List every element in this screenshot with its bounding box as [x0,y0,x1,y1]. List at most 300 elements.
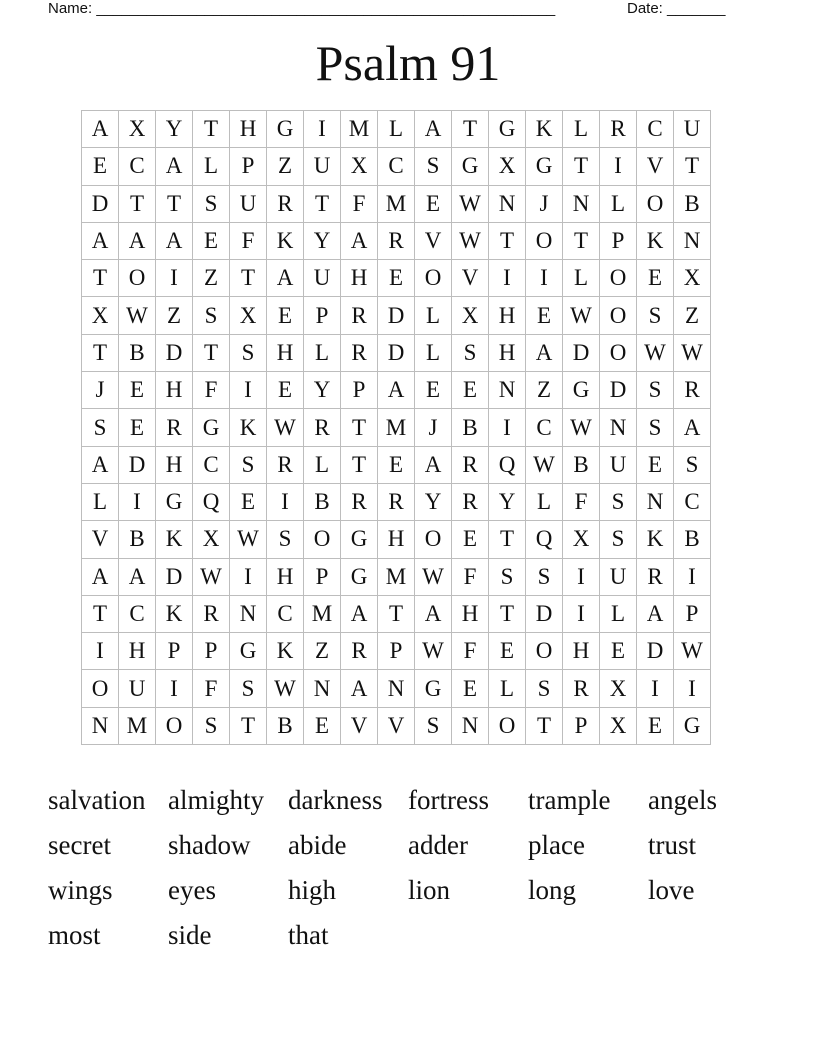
grid-cell: A [82,222,119,259]
grid-cell: M [378,558,415,595]
grid-cell: E [193,222,230,259]
grid-cell: X [82,297,119,334]
grid-row [82,595,711,632]
grid-cell: A [82,558,119,595]
grid-cell: E [452,372,489,409]
grid-cell: R [267,185,304,222]
grid-cell: D [526,595,563,632]
grid-cell: K [156,595,193,632]
grid-cell: X [674,260,711,297]
page-title: Psalm 91 [315,35,501,91]
grid-row [82,372,711,409]
grid-cell: S [415,707,452,744]
grid-cell: Z [193,260,230,297]
grid-row [82,558,711,595]
grid-cell: O [82,670,119,707]
grid-cell: A [415,446,452,483]
grid-cell: L [193,148,230,185]
grid-cell: S [526,558,563,595]
grid-cell: H [156,372,193,409]
grid-cell: T [563,222,600,259]
grid-cell: H [489,297,526,334]
grid-cell: U [119,670,156,707]
grid-cell: P [600,222,637,259]
grid-cell: E [82,148,119,185]
grid-cell: R [452,446,489,483]
grid-cell: S [415,148,452,185]
word-list-item: eyes [168,875,216,905]
grid-cell: T [674,148,711,185]
grid-cell: D [378,334,415,371]
grid-cell: M [119,707,156,744]
grid-cell: N [600,409,637,446]
grid-cell: A [119,558,156,595]
grid-cell: I [230,558,267,595]
grid-cell: E [415,372,452,409]
grid-cell: I [156,260,193,297]
grid-cell: R [674,372,711,409]
grid-cell: U [600,558,637,595]
grid-cell: R [378,483,415,520]
grid-cell: B [119,521,156,558]
grid-cell: S [600,483,637,520]
word-list-item: love [648,875,695,905]
grid-cell: T [304,185,341,222]
grid-cell: W [563,409,600,446]
grid-cell: H [452,595,489,632]
grid-cell: V [452,260,489,297]
grid-cell: H [230,111,267,148]
grid-cell: A [341,670,378,707]
grid-cell: M [378,185,415,222]
grid-cell: S [637,409,674,446]
grid-cell: W [415,633,452,670]
grid-cell: S [230,446,267,483]
grid-row [82,707,711,744]
grid-cell: E [637,707,674,744]
grid-cell: C [526,409,563,446]
grid-cell: E [119,409,156,446]
grid-cell: S [193,297,230,334]
grid-cell: M [341,111,378,148]
grid-cell: I [156,670,193,707]
grid-cell: K [637,521,674,558]
grid-cell: W [267,409,304,446]
grid-cell: T [82,334,119,371]
grid-cell: S [637,372,674,409]
grid-cell: E [415,185,452,222]
grid-cell: I [563,558,600,595]
grid-cell: C [267,595,304,632]
grid-cell: X [193,521,230,558]
grid-cell: B [674,521,711,558]
grid-cell: I [674,670,711,707]
grid-cell: I [489,409,526,446]
grid-cell: C [637,111,674,148]
grid-cell: X [563,521,600,558]
grid-cell: I [637,670,674,707]
grid-cell: E [267,372,304,409]
grid-cell: N [82,707,119,744]
grid-cell: N [637,483,674,520]
grid-cell: A [637,595,674,632]
grid-cell: Y [304,372,341,409]
grid-cell: D [156,334,193,371]
grid-cell: A [119,222,156,259]
grid-cell: A [82,111,119,148]
grid-cell: F [230,222,267,259]
grid-cell: A [415,595,452,632]
word-list-item: place [528,830,585,860]
grid-cell: B [304,483,341,520]
grid-cell: A [341,595,378,632]
grid-cell: W [267,670,304,707]
word-list-item: high [288,875,337,905]
grid-cell: D [600,372,637,409]
grid-cell: S [526,670,563,707]
grid-cell: A [156,148,193,185]
grid-row [82,521,711,558]
grid-cell: T [489,222,526,259]
word-list-item: abide [288,830,347,860]
grid-cell: T [82,595,119,632]
grid-cell: W [637,334,674,371]
grid-cell: E [267,297,304,334]
grid-cell: G [452,148,489,185]
grid-cell: Y [415,483,452,520]
grid-cell: O [489,707,526,744]
grid-cell: F [341,185,378,222]
word-list-item: darkness [288,785,383,815]
grid-cell: E [119,372,156,409]
grid-cell: X [119,111,156,148]
grid-cell: X [600,670,637,707]
grid-cell: K [230,409,267,446]
grid-cell: Q [526,521,563,558]
grid-cell: Z [526,372,563,409]
grid-cell: F [563,483,600,520]
grid-cell: T [489,595,526,632]
grid-cell: J [526,185,563,222]
grid-cell: C [378,148,415,185]
word-list-item: that [288,920,329,950]
grid-cell: N [378,670,415,707]
grid-cell: X [600,707,637,744]
grid-cell: X [230,297,267,334]
grid-cell: U [230,185,267,222]
grid-cell: S [230,670,267,707]
grid-cell: I [267,483,304,520]
grid-cell: O [637,185,674,222]
grid-cell: E [452,670,489,707]
grid-cell: I [526,260,563,297]
grid-cell: W [193,558,230,595]
grid-cell: U [304,260,341,297]
grid-cell: L [82,483,119,520]
grid-row [82,670,711,707]
grid-cell: T [82,260,119,297]
grid-cell: B [452,409,489,446]
grid-cell: K [526,111,563,148]
grid-cell: H [267,558,304,595]
grid-cell: R [341,297,378,334]
grid-cell: E [600,633,637,670]
grid-cell: H [341,260,378,297]
grid-cell: U [600,446,637,483]
grid-cell: R [341,483,378,520]
grid-cell: N [674,222,711,259]
name-field-label: Name: _______________________________________________________ [48,0,556,17]
grid-cell: M [304,595,341,632]
grid-cell: L [378,111,415,148]
grid-cell: G [230,633,267,670]
grid-cell: G [489,111,526,148]
grid-cell: O [156,707,193,744]
word-list [48,778,768,958]
grid-cell: R [304,409,341,446]
grid-cell: N [230,595,267,632]
grid-row [82,633,711,670]
grid-cell: T [193,334,230,371]
word-list-item: adder [408,830,468,860]
grid-cell: K [267,222,304,259]
grid-cell: S [489,558,526,595]
grid-cell: P [674,595,711,632]
grid-cell: I [600,148,637,185]
grid-cell: F [193,372,230,409]
grid-cell: G [415,670,452,707]
grid-cell: Y [489,483,526,520]
grid-row [82,111,711,148]
grid-cell: T [489,521,526,558]
grid-cell: G [341,521,378,558]
grid-cell: V [415,222,452,259]
grid-cell: A [267,260,304,297]
grid-row [82,260,711,297]
grid-cell: C [119,148,156,185]
word-list-item: salvation [48,785,146,815]
grid-row [82,222,711,259]
grid-cell: H [156,446,193,483]
grid-cell: Y [156,111,193,148]
grid-cell: T [119,185,156,222]
grid-cell: O [119,260,156,297]
grid-cell: I [304,111,341,148]
grid-cell: H [267,334,304,371]
grid-cell: T [526,707,563,744]
grid-cell: G [341,558,378,595]
grid-cell: P [156,633,193,670]
word-search-grid [81,110,711,745]
grid-cell: E [452,521,489,558]
word-list-item: secret [48,830,111,860]
grid-cell: D [378,297,415,334]
grid-cell: N [304,670,341,707]
grid-cell: O [415,521,452,558]
grid-cell: L [600,595,637,632]
grid-cell: A [82,446,119,483]
grid-cell: O [526,222,563,259]
grid-cell: I [489,260,526,297]
grid-cell: L [563,260,600,297]
grid-cell: N [489,185,526,222]
grid-cell: L [304,446,341,483]
grid-cell: R [193,595,230,632]
word-list-item: lion [408,875,451,905]
grid-cell: S [674,446,711,483]
grid-cell: K [637,222,674,259]
grid-cell: J [82,372,119,409]
grid-cell: B [119,334,156,371]
grid-cell: H [378,521,415,558]
grid-cell: B [267,707,304,744]
grid-cell: S [600,521,637,558]
grid-cell: T [341,446,378,483]
grid-cell: G [674,707,711,744]
grid-cell: O [526,633,563,670]
grid-cell: B [674,185,711,222]
grid-cell: O [600,297,637,334]
grid-cell: W [563,297,600,334]
grid-cell: Q [489,446,526,483]
grid-cell: I [230,372,267,409]
grid-row [82,409,711,446]
grid-cell: R [563,670,600,707]
grid-cell: W [452,185,489,222]
grid-cell: X [341,148,378,185]
grid-cell: A [674,409,711,446]
grid-cell: I [563,595,600,632]
grid-cell: R [267,446,304,483]
grid-cell: E [526,297,563,334]
grid-row [82,185,711,222]
grid-cell: E [230,483,267,520]
grid-cell: R [637,558,674,595]
grid-cell: X [489,148,526,185]
grid-cell: A [378,372,415,409]
grid-cell: E [304,707,341,744]
grid-cell: H [563,633,600,670]
word-list-item: wings [48,875,113,905]
grid-cell: F [193,670,230,707]
grid-cell: F [452,558,489,595]
grid-cell: L [415,297,452,334]
word-list-item: angels [648,785,717,815]
grid-cell: T [156,185,193,222]
date-field-label: Date: _______ [627,0,726,17]
grid-cell: G [267,111,304,148]
grid-cell: P [304,558,341,595]
grid-cell: U [674,111,711,148]
grid-cell: K [267,633,304,670]
grid-cell: W [674,633,711,670]
grid-cell: W [230,521,267,558]
grid-cell: Z [304,633,341,670]
grid-cell: W [526,446,563,483]
grid-cell: E [637,260,674,297]
grid-cell: T [378,595,415,632]
grid-cell: K [156,521,193,558]
grid-cell: V [341,707,378,744]
grid-cell: S [82,409,119,446]
grid-cell: W [415,558,452,595]
grid-cell: L [563,111,600,148]
grid-cell: Y [304,222,341,259]
grid-cell: P [230,148,267,185]
grid-cell: L [304,334,341,371]
grid-cell: S [193,707,230,744]
word-list-item: side [168,920,212,950]
grid-cell: A [341,222,378,259]
grid-cell: S [193,185,230,222]
grid-cell: Z [674,297,711,334]
grid-cell: R [452,483,489,520]
grid-cell: H [119,633,156,670]
grid-cell: J [415,409,452,446]
grid-cell: S [637,297,674,334]
grid-cell: W [674,334,711,371]
grid-cell: Z [156,297,193,334]
grid-cell: P [193,633,230,670]
grid-cell: T [230,260,267,297]
grid-cell: T [193,111,230,148]
grid-cell: G [526,148,563,185]
grid-cell: I [674,558,711,595]
grid-cell: S [230,334,267,371]
grid-cell: C [674,483,711,520]
grid-row [82,446,711,483]
grid-cell: R [378,222,415,259]
grid-cell: T [230,707,267,744]
grid-cell: I [82,633,119,670]
grid-cell: N [489,372,526,409]
grid-cell: D [82,185,119,222]
grid-cell: Z [267,148,304,185]
grid-cell: C [193,446,230,483]
grid-row [82,297,711,334]
grid-row [82,483,711,520]
grid-row [82,334,711,371]
grid-cell: R [341,633,378,670]
grid-cell: O [600,334,637,371]
grid-cell: P [304,297,341,334]
grid-cell: Q [193,483,230,520]
grid-cell: F [452,633,489,670]
grid-cell: R [600,111,637,148]
grid-cell: E [637,446,674,483]
grid-cell: V [378,707,415,744]
grid-cell: A [415,111,452,148]
grid-cell: D [637,633,674,670]
grid-cell: G [193,409,230,446]
worksheet-header [48,0,740,20]
grid-cell: X [452,297,489,334]
grid-cell: L [600,185,637,222]
grid-cell: G [156,483,193,520]
grid-cell: T [452,111,489,148]
grid-cell: S [452,334,489,371]
grid-cell: B [563,446,600,483]
grid-cell: D [119,446,156,483]
grid-cell: O [600,260,637,297]
grid-cell: I [119,483,156,520]
grid-cell: E [489,633,526,670]
grid-cell: L [526,483,563,520]
word-list-item: almighty [168,785,264,815]
grid-cell: T [563,148,600,185]
grid-cell: G [563,372,600,409]
grid-cell: D [563,334,600,371]
